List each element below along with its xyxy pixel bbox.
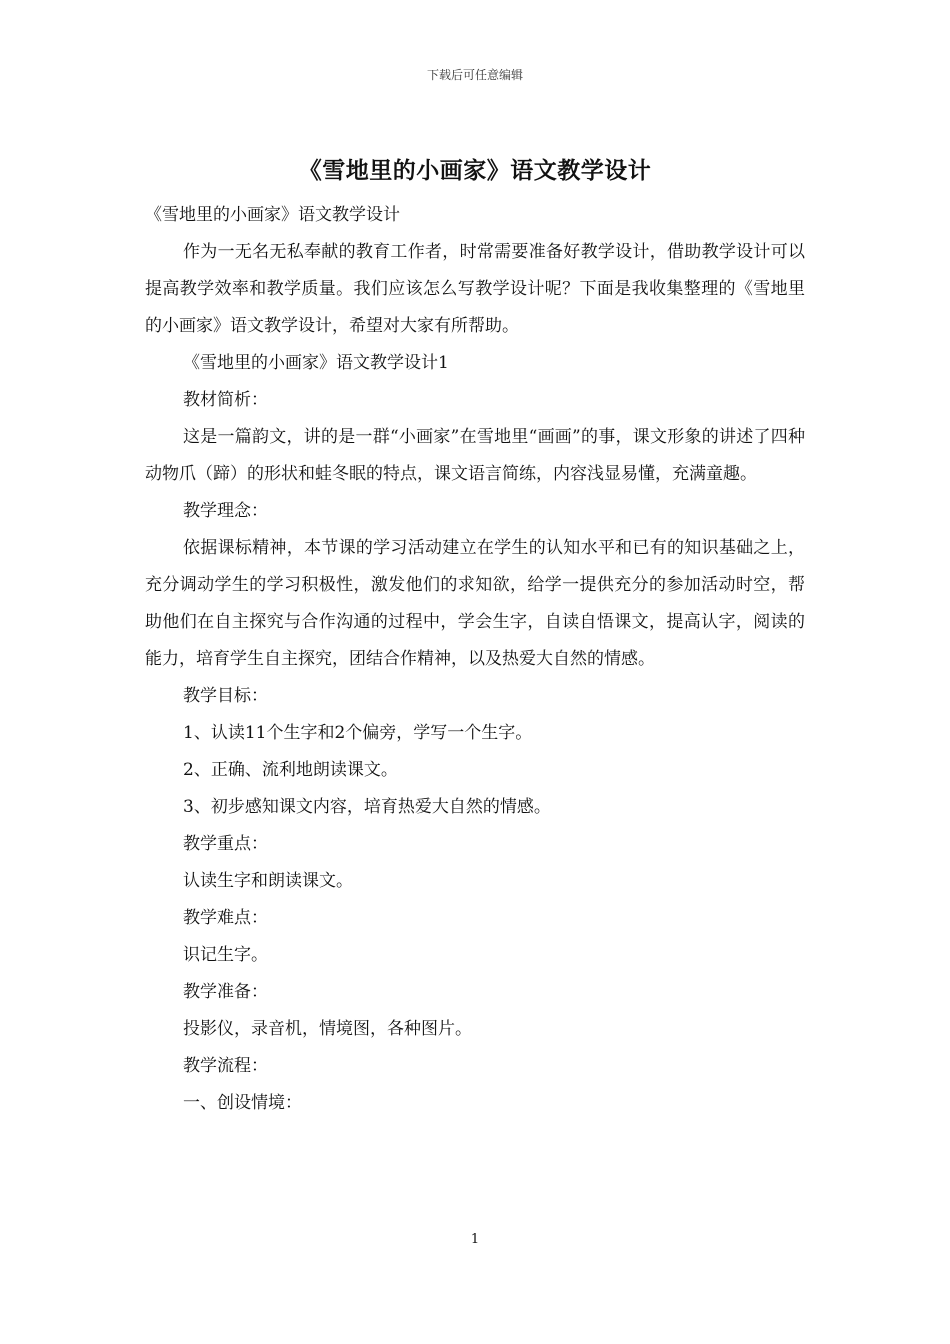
list-item: 2、正确、流利地朗读课文。 (183, 760, 398, 780)
list-item: 1、认读11个生字和2个偏旁，学写一个生字。 (183, 723, 533, 743)
header-note: 下载后可任意编辑 (426, 68, 523, 82)
section-heading: 《雪地里的小画家》语文教学设计1 (183, 353, 449, 373)
section-heading: 一、创设情境： (183, 1093, 302, 1113)
paragraph: 投影仪，录音机，情境图，各种图片。 (183, 1019, 472, 1039)
section-heading: 教学准备： (183, 982, 268, 1002)
page-title: 《雪地里的小画家》语文教学设计 (298, 157, 652, 184)
section-heading: 教学理念： (183, 501, 268, 521)
paragraph: 《雪地里的小画家》语文教学设计 (145, 205, 400, 225)
paragraph: 作为一无名无私奉献的教育工作者，时常需要准备好教学设计，借助教学设计可以提高教学效率和教学质量。我们应该怎么写教学设计呢？下面是我收集整理的《雪地里的小画家》语文教学设计，希望对大家有所帮助。 (145, 242, 805, 336)
section-heading: 教学流程： (183, 1056, 268, 1076)
paragraph: 这是一篇韵文，讲的是一群“小画家”在雪地里“画画”的事，课文形象的讲述了四种动物爪（蹄）的形状和蛙冬眠的特点，课文语言简练，内容浅显易懂，充满童趣。 (145, 427, 805, 484)
paragraph: 依据课标精神，本节课的学习活动建立在学生的认知水平和已有的知识基础之上，充分调动学生的学习积极性，激发他们的求知欲，给学一提供充分的参加活动时空，帮助他们在自主探究与合作沟通的过程中，学会生字，自读自悟课文，提高认字，阅读的能力，培育学生自主探究，团结合作精神，以及热爱大自然的情感。 (145, 538, 805, 669)
section-heading: 教学目标： (183, 686, 268, 706)
page-number: 1 (470, 1232, 480, 1247)
section-heading: 教材简析： (183, 390, 268, 410)
document-body (145, 197, 805, 1122)
section-heading: 教学重点： (183, 834, 268, 854)
paragraph: 识记生字。 (183, 945, 268, 965)
paragraph: 认读生字和朗读课文。 (183, 871, 353, 891)
section-heading: 教学难点： (183, 908, 268, 928)
list-item: 3、初步感知课文内容，培育热爱大自然的情感。 (183, 797, 551, 817)
